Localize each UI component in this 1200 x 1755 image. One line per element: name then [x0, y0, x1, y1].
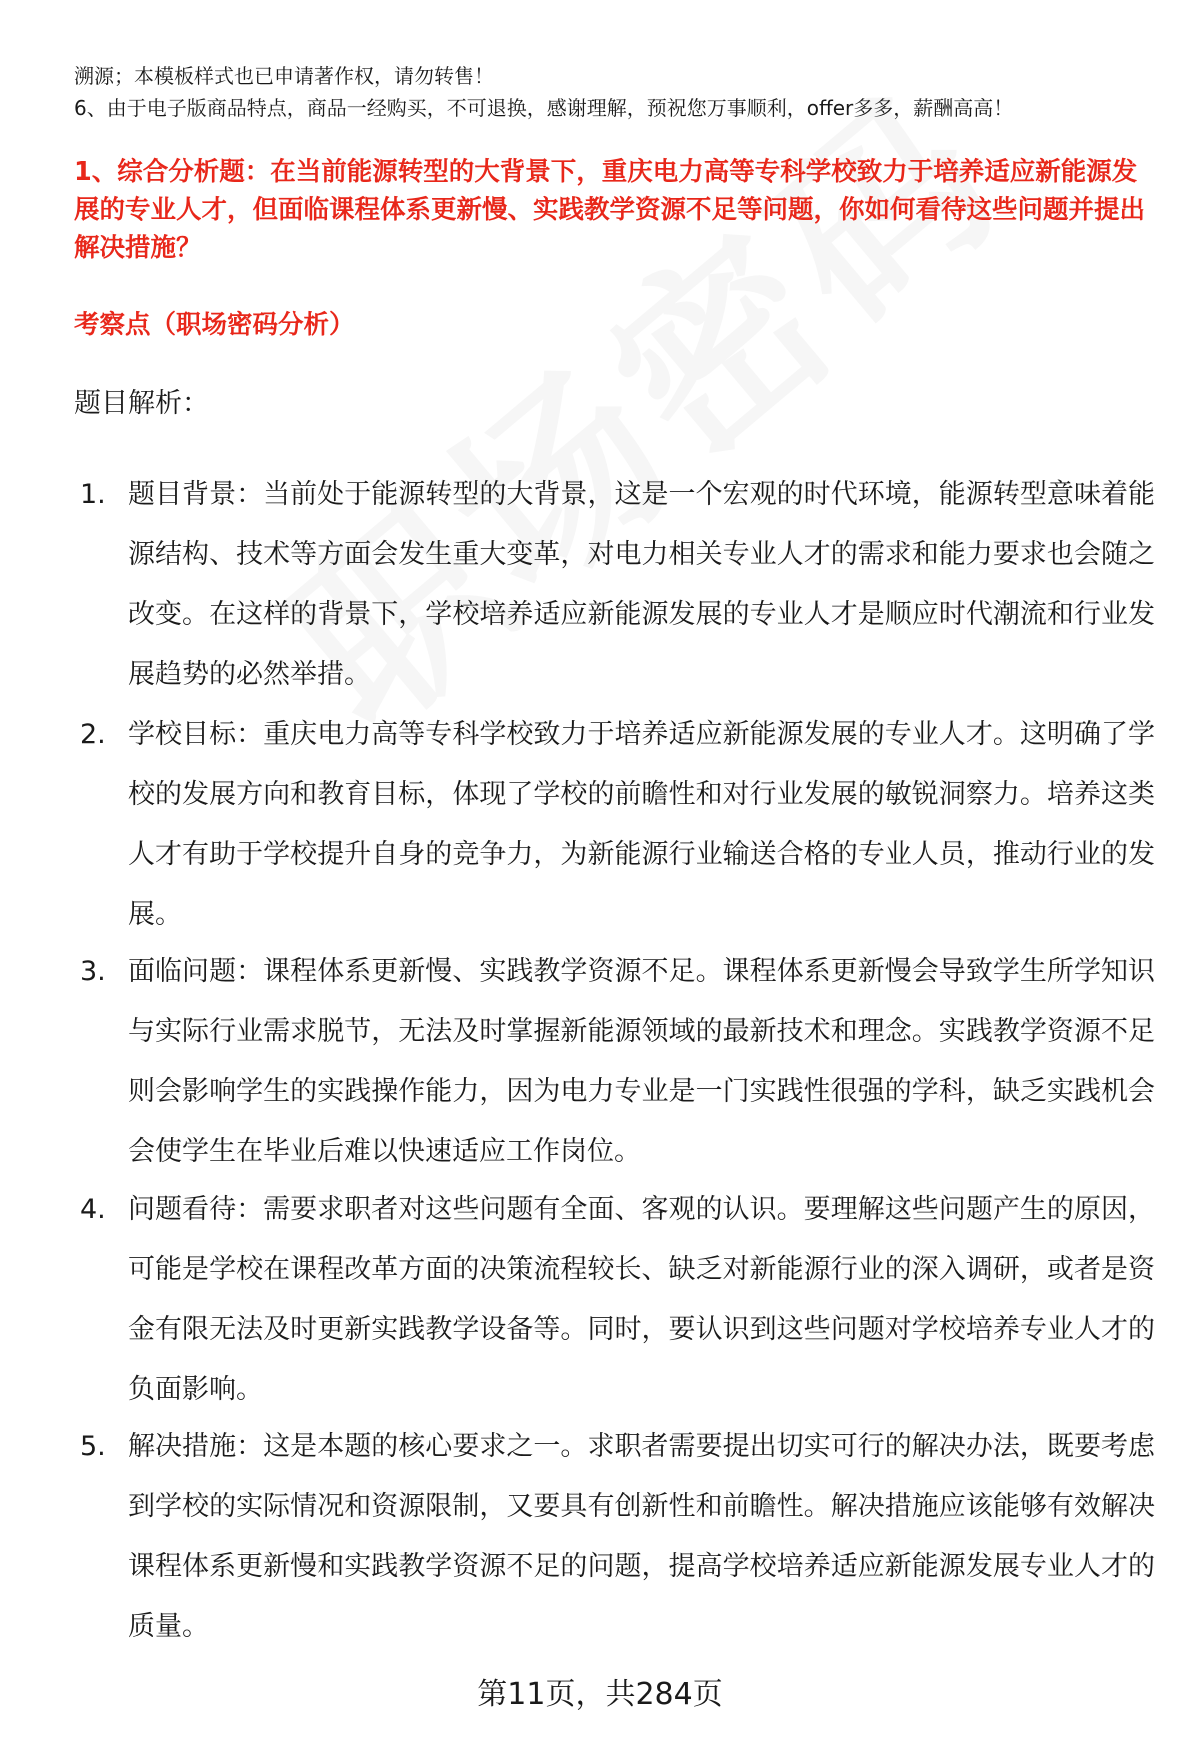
- item-text: 学校目标：重庆电力高等专科学校致力于培养适应新能源发展的专业人才。这明确了学校的发展方向和教育目标，体现了学校的前瞻性和对行业发展的敏锐洞察力。培养这类人才有助于学校提升自身的竞争力，为新能源行业输送合格的专业人员，推动行业的发展。: [128, 719, 1155, 930]
- page-number-footer: 第11页，共284页: [477, 1677, 723, 1712]
- analysis-item-5: [80, 1417, 1155, 1657]
- item-number: 4.: [80, 1194, 106, 1225]
- analysis-item-3: [80, 942, 1155, 1182]
- analysis-item-2: [80, 705, 1155, 945]
- exam-point-heading: 考察点（职场密码分析）: [74, 310, 355, 340]
- analysis-item-1: [80, 465, 1155, 705]
- item-number: 5.: [80, 1431, 106, 1462]
- notice-line-1: 溯源；本模板样式也已申请著作权，请勿转售！: [74, 64, 494, 88]
- analysis-item-4: [80, 1180, 1155, 1420]
- item-text: 题目背景：当前处于能源转型的大背景，这是一个宏观的时代环境，能源转型意味着能源结构、技术等方面会发生重大变革，对电力相关专业人才的需求和能力要求也会随之改变。在这样的背景下，学校培养适应新能源发展的专业人才是顺应时代潮流和行业发展趋势的必然举措。: [128, 479, 1155, 690]
- item-text: 解决措施：这是本题的核心要求之一。求职者需要提出切实可行的解决办法，既要考虑到学校的实际情况和资源限制，又要具有创新性和前瞻性。解决措施应该能够有效解决课程体系更新慢和实践教学资源不足的问题，提高学校培养适应新能源发展专业人才的质量。: [128, 1431, 1155, 1642]
- notice-line-2: 6、由于电子版商品特点，商品一经购买，不可退换，感谢理解，预祝您万事顺利，offer多多，薪酬高高！: [74, 96, 1014, 120]
- question-heading: 1、综合分析题：在当前能源转型的大背景下，重庆电力高等专科学校致力于培养适应新能源发展的专业人才，但面临课程体系更新慢、实践教学资源不足等问题，你如何看待这些问题并提出解决措施？: [74, 157, 1146, 263]
- analysis-label: 题目解析：: [74, 388, 209, 419]
- item-text: 面临问题：课程体系更新慢、实践教学资源不足。课程体系更新慢会导致学生所学知识与实际行业需求脱节，无法及时掌握新能源领域的最新技术和理念。实践教学资源不足则会影响学生的实践操作能力，因为电力专业是一门实践性很强的学科，缺乏实践机会会使学生在毕业后难以快速适应工作岗位。: [128, 956, 1155, 1167]
- item-number: 2.: [80, 719, 106, 750]
- item-number: 3.: [80, 956, 106, 987]
- item-text: 问题看待：需要求职者对这些问题有全面、客观的认识。要理解这些问题产生的原因，可能是学校在课程改革方面的决策流程较长、缺乏对新能源行业的深入调研，或者是资金有限无法及时更新实践教学设备等。同时，要认识到这些问题对学校培养专业人才的负面影响。: [128, 1194, 1155, 1405]
- item-number: 1.: [80, 479, 106, 510]
